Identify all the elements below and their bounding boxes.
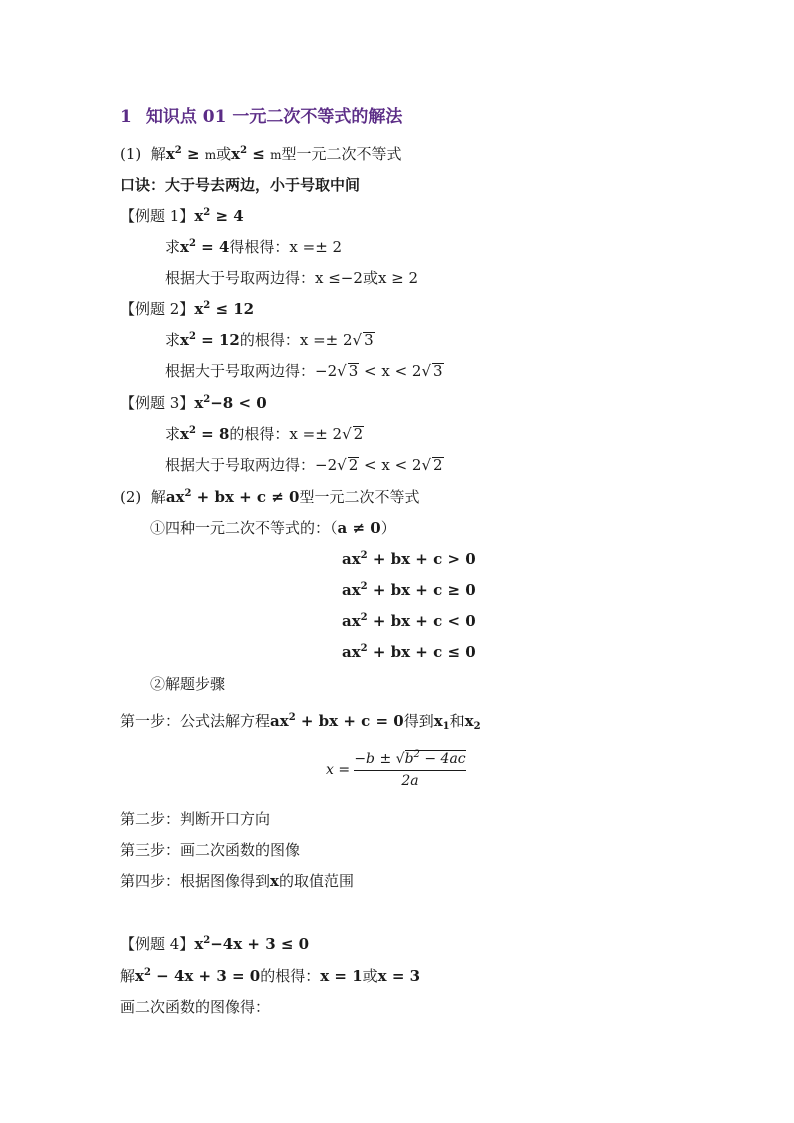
step1-mid: 得到 [403,712,434,730]
step2: 第二步：判断开口方向 [120,810,271,828]
example3-find-post: 的根得： [229,425,290,443]
example3-root-radicand: 2 [353,425,364,443]
sqrt-sign: √ [337,362,347,380]
example4-heading [120,930,309,958]
example1-result-or: 或 [362,269,378,287]
sqrt-sign: √ [352,331,363,349]
example1-heading [120,202,244,230]
step1 [120,707,481,735]
example2-result-a: −2 [315,362,338,380]
section-number: 1 [120,107,132,127]
example2-root-radicand: 3 [364,331,374,349]
part2-label: (2) [120,488,142,506]
formula-fraction [352,748,468,791]
math-expr: a ≠ 0 [337,519,381,537]
step4-post: 的取值范围 [278,872,354,890]
example3-heading [120,389,267,417]
example4-solve [120,962,420,990]
inequality-le: $ax^2$ + bx + c ≤ 0 [342,643,476,661]
part1-label: (1) [120,145,142,163]
math-expr: $ax^2$ + bx + c = 0 [270,712,404,730]
step1-and: 和 [449,712,465,730]
math-expr: $x^2 \ge 4$ [194,207,244,225]
part1-heading [120,140,402,168]
part1-text-mid: 或 [216,145,232,163]
inequality-ge: $ax^2$ + bx + c ≥ 0 [342,581,476,599]
example2-root: x =± 2 [299,331,353,349]
example2-tag: 【例题 2】 [120,300,195,318]
math-x1: $x_1$ [433,712,450,732]
example1-result-a: x ≤−2 [315,269,363,287]
math-expr: $ax^2$ + bx + c ≠ 0 [165,488,300,506]
example4-root-a: x = 1 [320,967,363,985]
math-expr: $x^2 \le 12$ [194,300,255,318]
math-expr: $x^2 = 12$ [180,331,240,349]
example2-result-radicand: 3 [348,362,359,380]
math-x: x [270,872,279,890]
sqrt-sign: √ [342,425,352,443]
part1-text-pre: 解 [150,145,166,163]
example3-result-radicand: 2 [348,456,359,474]
math-expr: $x^2 = 8$ [180,425,230,443]
sqrt-sign: √ [421,456,432,474]
example3-result-a: −2 [315,456,338,474]
example3-root: x =± 2 [289,425,343,443]
quadratic-formula [326,748,486,794]
example1-root: x =± 2 [289,238,343,256]
example3-result [165,451,444,479]
example1-find-root [165,233,342,261]
example4-solve-post: 的根得： [260,967,321,985]
example3-tag: 【例题 3】 [120,394,195,412]
part2-sub2: ②解题步骤 [150,675,226,693]
sqrt-sign: √ [421,362,432,380]
mnemonic: 口诀：大于号去两边，小于号取中间 [120,176,361,194]
example4-tag: 【例题 4】 [120,935,195,953]
section-title [120,103,402,131]
example3-rule: 根据大于号取两边得： [165,456,316,474]
example1-result [165,264,418,292]
math-expr: $x^2-8 < 0$ [194,394,267,412]
part2-sub1 [150,514,396,542]
part2-sub1-pre: ①四种一元二次不等式的：（ [150,519,338,537]
part2-text-post: 型一元二次不等式 [299,488,420,506]
example4-root-b: x = 3 [377,967,421,985]
inequality-lt: $ax^2$ + bx + c < 0 [342,612,476,630]
formula-lhs: x = [326,762,351,778]
math-x2: $x_2$ [464,712,481,732]
example2-heading [120,295,254,323]
example2-rule: 根据大于号取两边得： [165,362,316,380]
example2-find-root [165,326,375,354]
example1-tag: 【例题 1】 [120,207,195,225]
example1-find-pre: 求 [165,238,181,256]
example2-result-radicand2: 3 [433,362,443,380]
math-expr: $x^2 = 4$ [180,238,230,256]
math-expr: $x^2 - 4x + 3 = 0$ [135,967,261,985]
part1-text-post: 型一元二次不等式 [281,145,402,163]
part2-text-pre: 解 [150,488,166,506]
part2-heading [120,483,420,511]
math-var-m: m [270,148,282,162]
example4-graph: 画二次函数的图像得： [120,998,271,1016]
example4-root-or: 或 [362,967,378,985]
example1-result-b: x ≥ 2 [377,269,419,287]
example1-find-post: 得根得： [229,238,290,256]
example2-result-mid: < x < 2 [359,362,422,380]
example3-result-radicand2: 2 [433,456,443,474]
step1-pre: 第一步：公式法解方程 [120,712,271,730]
example3-find-pre: 求 [165,425,181,443]
step4 [120,867,354,895]
example2-result [165,357,444,385]
part2-sub1-post: ） [380,519,396,537]
step3: 第三步：画二次函数的图像 [120,841,301,859]
section-title-text: 知识点 01 一元二次不等式的解法 [145,107,403,127]
math-expr: $x^2$ ≤ [231,145,271,163]
step4-pre: 第四步：根据图像得到 [120,872,271,890]
example3-find-root [165,420,364,448]
example1-rule: 根据大于号取两边得： [165,269,316,287]
example3-result-mid: < x < 2 [359,456,422,474]
math-expr: $x^2-4x + 3 \le 0$ [194,935,310,953]
example4-solve-pre: 解 [120,967,136,985]
sqrt-sign: √ [337,456,347,474]
formula-denominator: 2a [401,773,419,789]
formula-numerator: $-b \pm √b^2 - 4ac$ [354,749,466,767]
example2-find-post: 的根得： [239,331,300,349]
math-expr: $x^2$ ≥ [165,145,205,163]
math-var-m: m [204,148,217,162]
example2-find-pre: 求 [165,331,181,349]
inequality-gt: $ax^2$ + bx + c > 0 [342,550,476,568]
